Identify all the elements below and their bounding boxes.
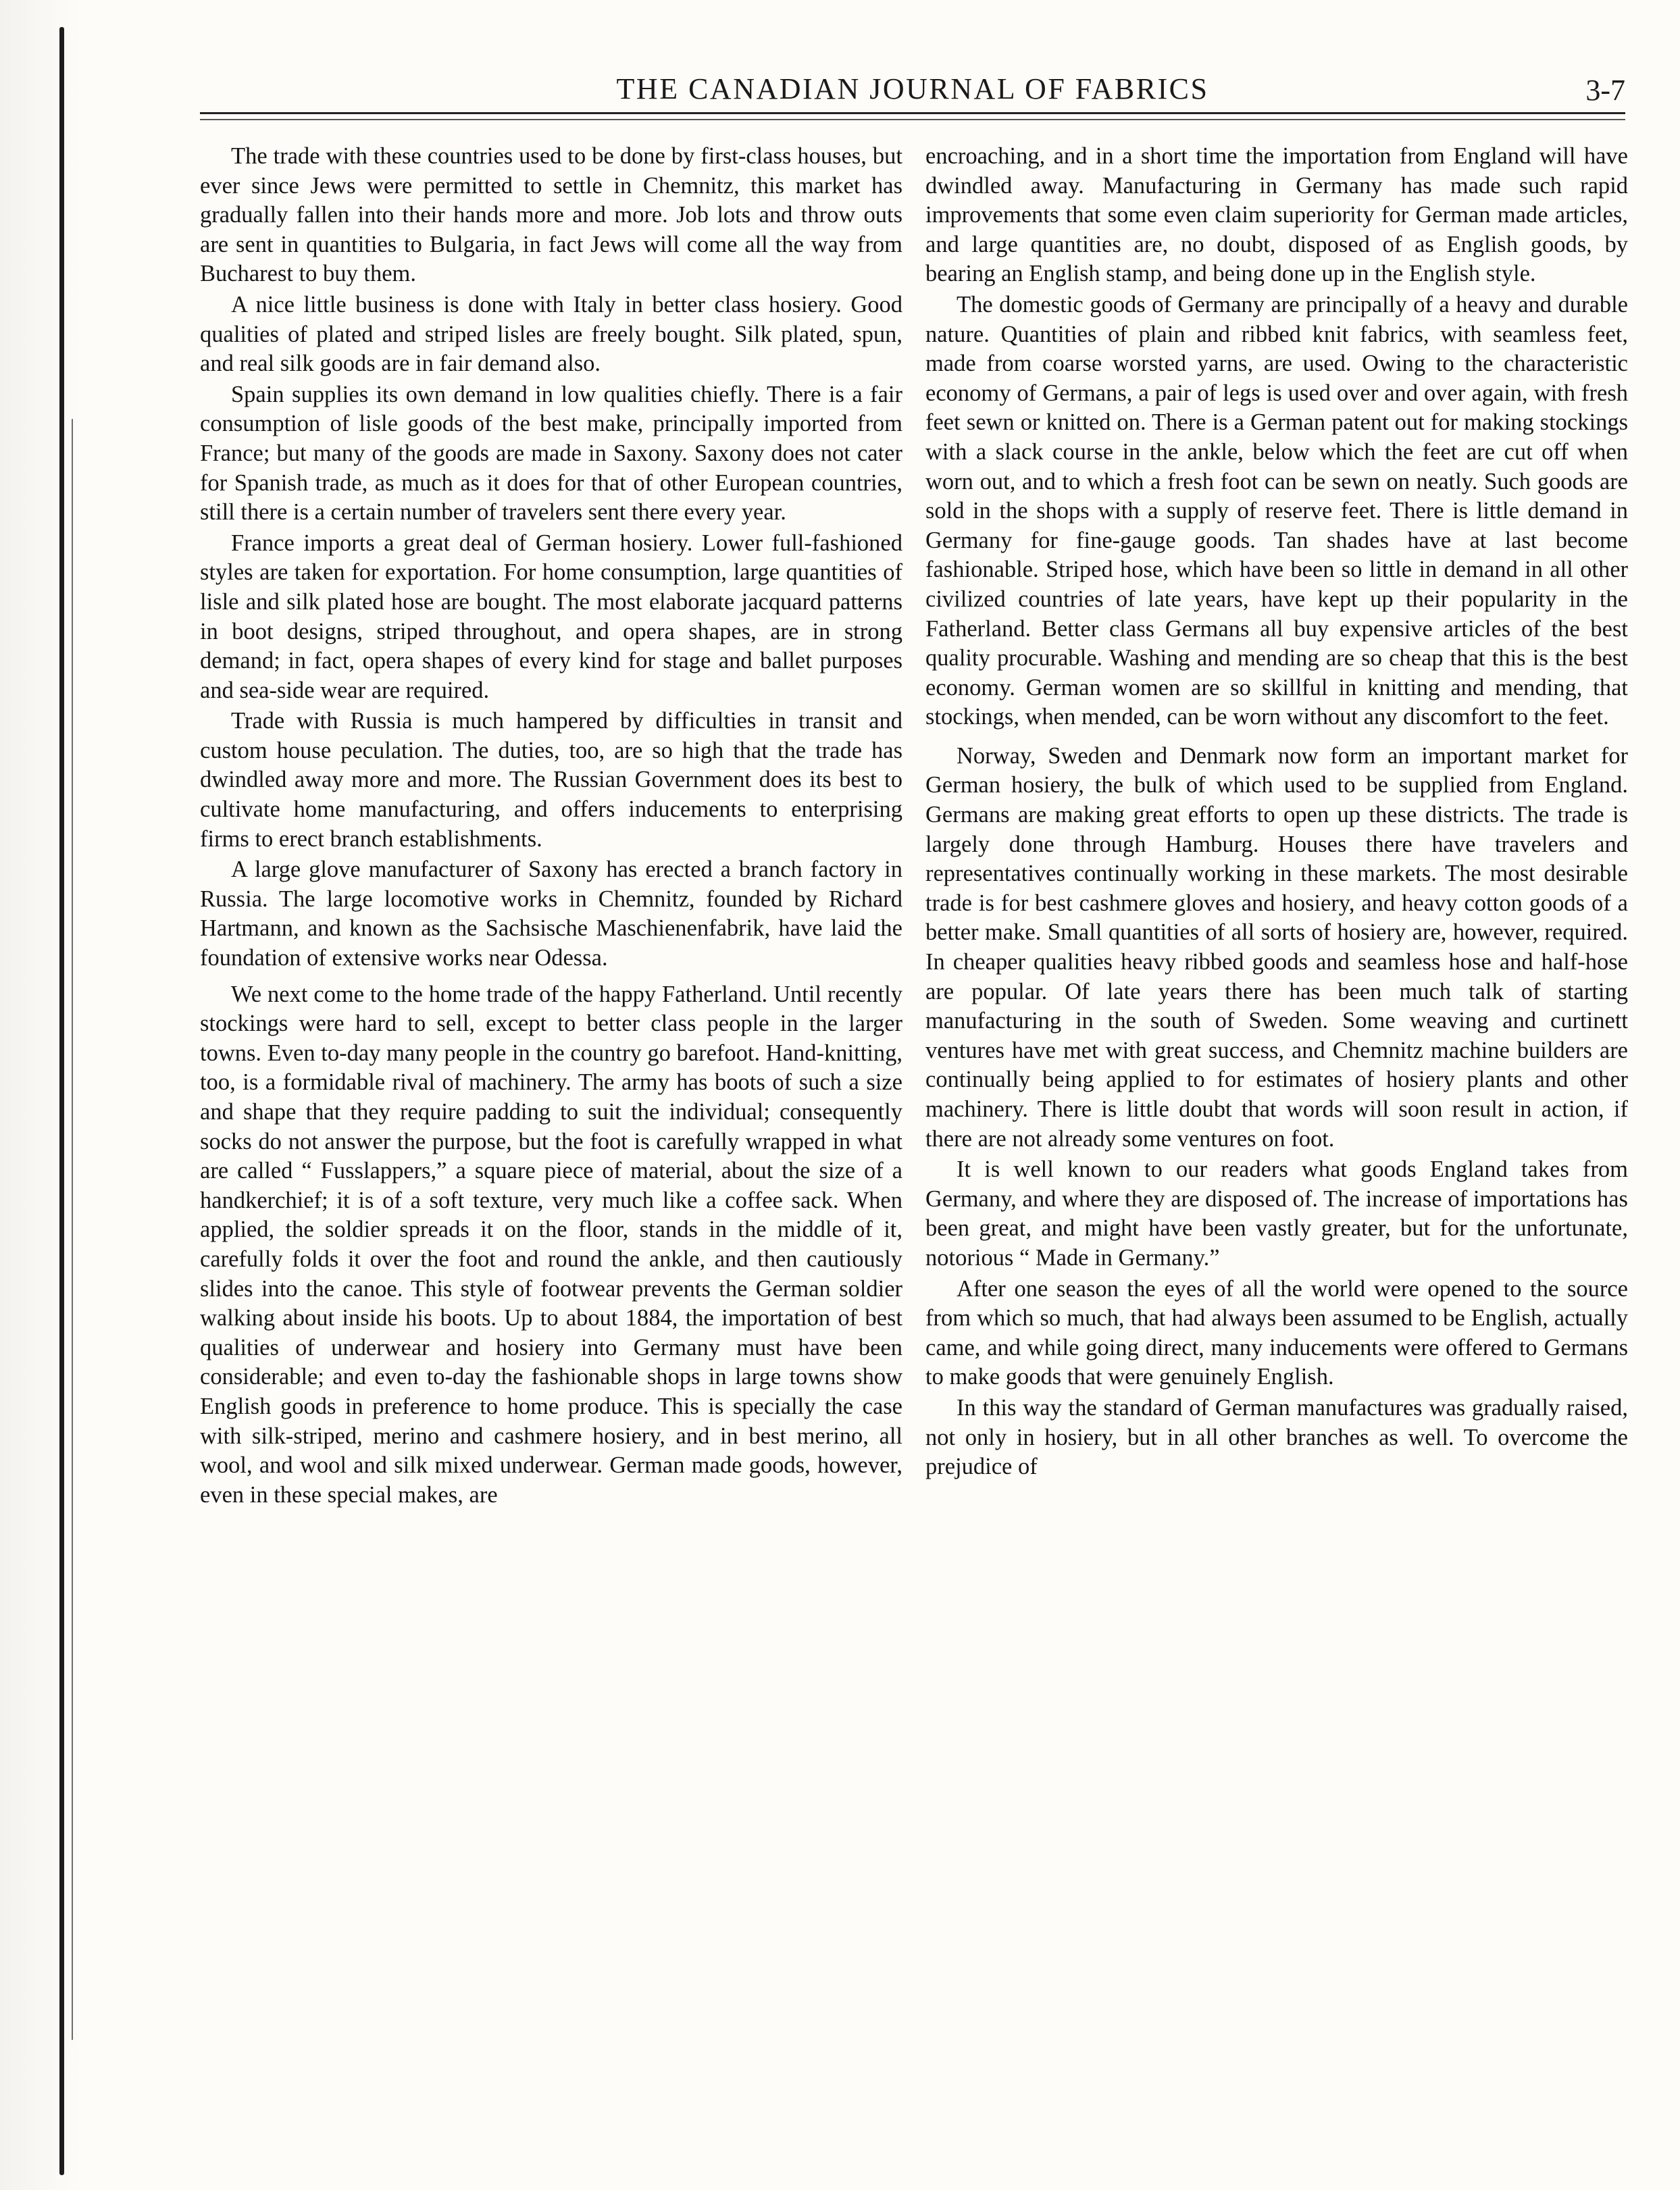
page-binding-edge: [0, 0, 86, 2190]
page-number: 3-7: [1585, 74, 1625, 107]
paragraph-home-trade: We next come to the home trade of the happy Fatherland. Until recently stockings were hard to sell, except to better class people in the larger towns. Even to-day many people in the country go barefoot. Hand-knitting, too, is a formidable rival of machinery. The army has boots of such a size and shape that they require padding to suit the individual; consequently socks do not answer the purpose, but the foot is carefully wrapped in what are called “ Fusslappers,” a square piece of material, about the size of a handkerchief; it is of a soft texture, very much like a coffee sack. When applied, the soldier spreads it on the floor, stands in the middle of it, carefully folds it over the foot and round the ankle, and then cautiously slides into the canoe. This style of footwear prevents the German soldier walking about inside his boots. Up to about 1884, the importation of best qualities of underwear and hosiery into Germany must have been considerable; and even to-day the fashionable shops in large towns show English goods in preference to home produce. This is specially the case with silk-striped, merino and cashmere hosiery, and in best merino, all wool, and wool and silk mixed underwear. German made goods, however, even in these special makes, are: [200, 981, 902, 1508]
right-column: [925, 142, 1628, 2155]
paragraph-france: France imports a great deal of German hosiery. Lower full-fashioned styles are taken for exportation. For home consumption, large quantities of lisle and silk plated hose are bought. The most elaborate jacquard patterns in boot designs, striped throughout, and opera shapes, are in strong demand; in fact, opera shapes of every kind for stage and ballet purposes and sea-side wear are required.: [200, 530, 902, 703]
binding-inner-line: [72, 419, 73, 2040]
running-title: THE CANADIAN JOURNAL OF FABRICS: [616, 72, 1209, 105]
paragraph-standard-raised: In this way the standard of German manufactures was gradually raised, not only in hosiery, but in all other branches as well. To overcome the prejudice of: [925, 1394, 1628, 1480]
paragraph-encroaching: encroaching, and in a short time the importation from England will have dwindled away. Manufacturing in Germany has made such rapid improvements that some even claim superiority for German made articles, and large quantities are, no doubt, disposed of as English goods, by bearing an English stamp, and being done up in the English style.: [925, 143, 1628, 287]
paragraph-glove-manufacturer: A large glove manufacturer of Saxony has erected a branch factory in Russia. The large locomotive works in Chemnitz, founded by Richard Hartmann, and known as the Sachsische Maschienenfabrik, have laid the foundation of extensive works near Odessa.: [200, 857, 902, 971]
header-rule: [200, 112, 1625, 114]
paragraph-scandinavia: Norway, Sweden and Denmark now form an important market for German hosiery, the bulk of which used to be supplied from England. Germans are making great efforts to open up these districts. The trade is largely done through Hamburg. Houses there have travelers and representatives continually working in these markets. The most desirable trade is for best cashmere gloves and hosiery, and heavy cotton goods of a better make. Small quantities of all sorts of hosiery are, however, required. In cheaper qualities heavy ribbed goods and seamless hose and half-hose are popular. Of late years there has been much talk of starting manufacturing in the south of Sweden. Some weaving and curtinett ventures have met with great success, and Chemnitz machine builders are continually being applied to for estimates of hosiery plants and other machinery. There is little doubt that words will soon result in action, if there are not already some ventures on foot.: [925, 742, 1628, 1152]
paragraph-after-one-season: After one season the eyes of all the world were opened to the source from which so much, that had always been assumed to be English, actually came, and while going direct, many inducements were offered to Germans to make goods that were genuinely English.: [925, 1275, 1628, 1390]
paragraph-spain: Spain supplies its own demand in low qualities chiefly. There is a fair consumption of lisle goods of the best make, principally imported from France; but many of the goods are made in Saxony. Saxony does not cater for Spanish trade, as much as it does for that of other European countries, still there is a certain number of travelers sent there every year.: [200, 381, 902, 526]
paragraph-domestic-goods: The domestic goods of Germany are principally of a heavy and durable nature. Quantities of plain and ribbed knit fabrics, with seamless feet, made from coarse worsted yarns, are used. Owing to the characteristic economy of Germans, a pair of legs is used over and over again, with fresh feet sewn or knitted on. There is a German patent out for making stockings with a slack course in the ankle, below which the feet are cut off when worn out, and to which a fresh foot can be sewn on neatly. Such goods are sold in the shops with a supply of reserve feet. There is little demand in Germany for fine-gauge goods. Tan shades have at last become fashionable. Striped hose, which have been so little in demand in all other civilized countries of late years, have kept up their popularity in the Fatherland. Better class Germans all buy expensive articles of the best quality procurable. Washing and mending are so cheap that this is the best economy. German women are so skillful in knitting and mending, that stockings, when mended, can be worn without any discomfort to the feet.: [925, 291, 1628, 730]
paragraph-trade-chemnitz: The trade with these countries used to be done by first-class houses, but ever since Jews were permitted to settle in Chemnitz, this market has gradually fallen into their hands more and more. Job lots and throw outs are sent in quantities to Bulgaria, in fact Jews will come all the way from Bucharest to buy them.: [200, 143, 902, 287]
paragraph-russia: Trade with Russia is much hampered by difficulties in transit and custom house peculation. The duties, too, are so high that the trade has dwindled away more and more. The Russian Government does its best to cultivate home manufacturing, and offers inducements to enterprising firms to erect branch establishments.: [200, 708, 902, 852]
binding-stitch-line: [59, 27, 64, 2175]
paragraph-england-imports: It is well known to our readers what goods England takes from Germany, and where they are disposed of. The increase of importations has been great, and might have been vastly greater, but for the unfortunate, notorious “ Made in Germany.”: [925, 1156, 1628, 1271]
header-rule-secondary: [200, 119, 1625, 120]
left-column: [200, 142, 902, 2155]
paragraph-italy: A nice little business is done with Italy in better class hosiery. Good qualities of plated and striped lisles are freely bought. Silk plated, spun, and real silk goods are in fair demand also.: [200, 291, 902, 377]
